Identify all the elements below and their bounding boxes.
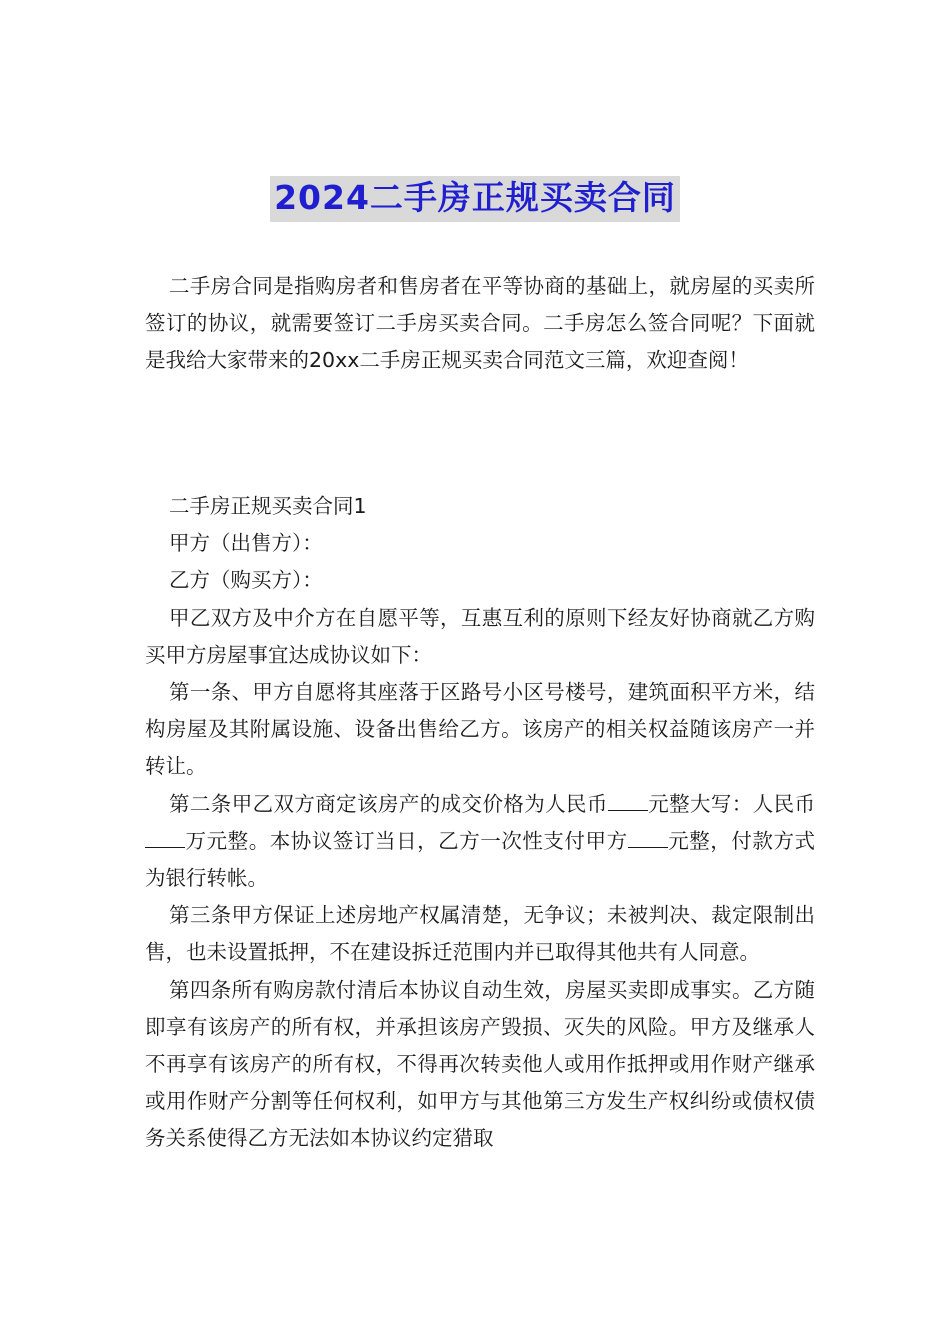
party-b-line: 乙方（购买方）： bbox=[169, 568, 323, 593]
article-2-text-3: 万元整。本协议签订当日，乙方一次性支付甲方 bbox=[185, 828, 628, 853]
article-4-paragraph: 第四条所有购房款付清后本协议自动生效，房屋买卖即成事实。乙方随即享有该房产的所有权，并承担该房产毁损、灭失的风险。甲方及继承人不再享有该房产的所有权，不得再次转卖他人或用作抵押或用作财产继承或用作财产分割等任何权利，如甲方与其他第三方发生产权纠纷或债权债务关系使得乙方无法如本协议约定猎取 bbox=[145, 977, 815, 1151]
document-title: 2024二手房正规买卖合同 bbox=[270, 176, 680, 222]
article-1-paragraph: 第一条、甲方自愿将其座落于区路号小区号楼号，建筑面积平方米，结构房屋及其附属设施、设备出售给乙方。该房产的相关权益随该房产一并转让。 bbox=[145, 680, 815, 779]
payment-blank bbox=[628, 827, 668, 848]
article-2-text-1: 第二条甲乙双方商定该房产的成交价格为人民币 bbox=[169, 791, 608, 816]
price-words-blank bbox=[145, 827, 185, 848]
article-2-text-2: 元整大写：人民币 bbox=[647, 791, 816, 816]
party-a-line: 甲方（出售方）： bbox=[169, 531, 323, 556]
contract-heading: 二手房正规买卖合同1 bbox=[169, 494, 367, 518]
article-3-paragraph: 第三条甲方保证上述房地产权属清楚，无争议；未被判决、裁定限制出售，也未设置抵押，不在建设拆迁范围内并已取得其他共有人同意。 bbox=[145, 903, 815, 965]
intro-section bbox=[145, 268, 815, 380]
article-2-text-4: 元整，付款方式为银行转帐。 bbox=[145, 828, 816, 891]
contract-section bbox=[145, 488, 815, 1158]
price-blank bbox=[608, 790, 648, 811]
preamble-paragraph: 甲乙双方及中介方在自愿平等，互惠互利的原则下经友好协商就乙方购买甲方房屋事宜达成协议如下： bbox=[145, 605, 815, 667]
intro-paragraph: 二手房合同是指购房者和售房者在平等协商的基础上，就房屋的买卖所签订的协议，就需要签订二手房买卖合同。二手房怎么签合同呢？下面就是我给大家带来的20xx二手房正规买卖合同范文三篇，欢迎查阅！ bbox=[145, 274, 815, 373]
article-2-paragraph bbox=[145, 786, 815, 898]
title-container bbox=[0, 176, 950, 222]
